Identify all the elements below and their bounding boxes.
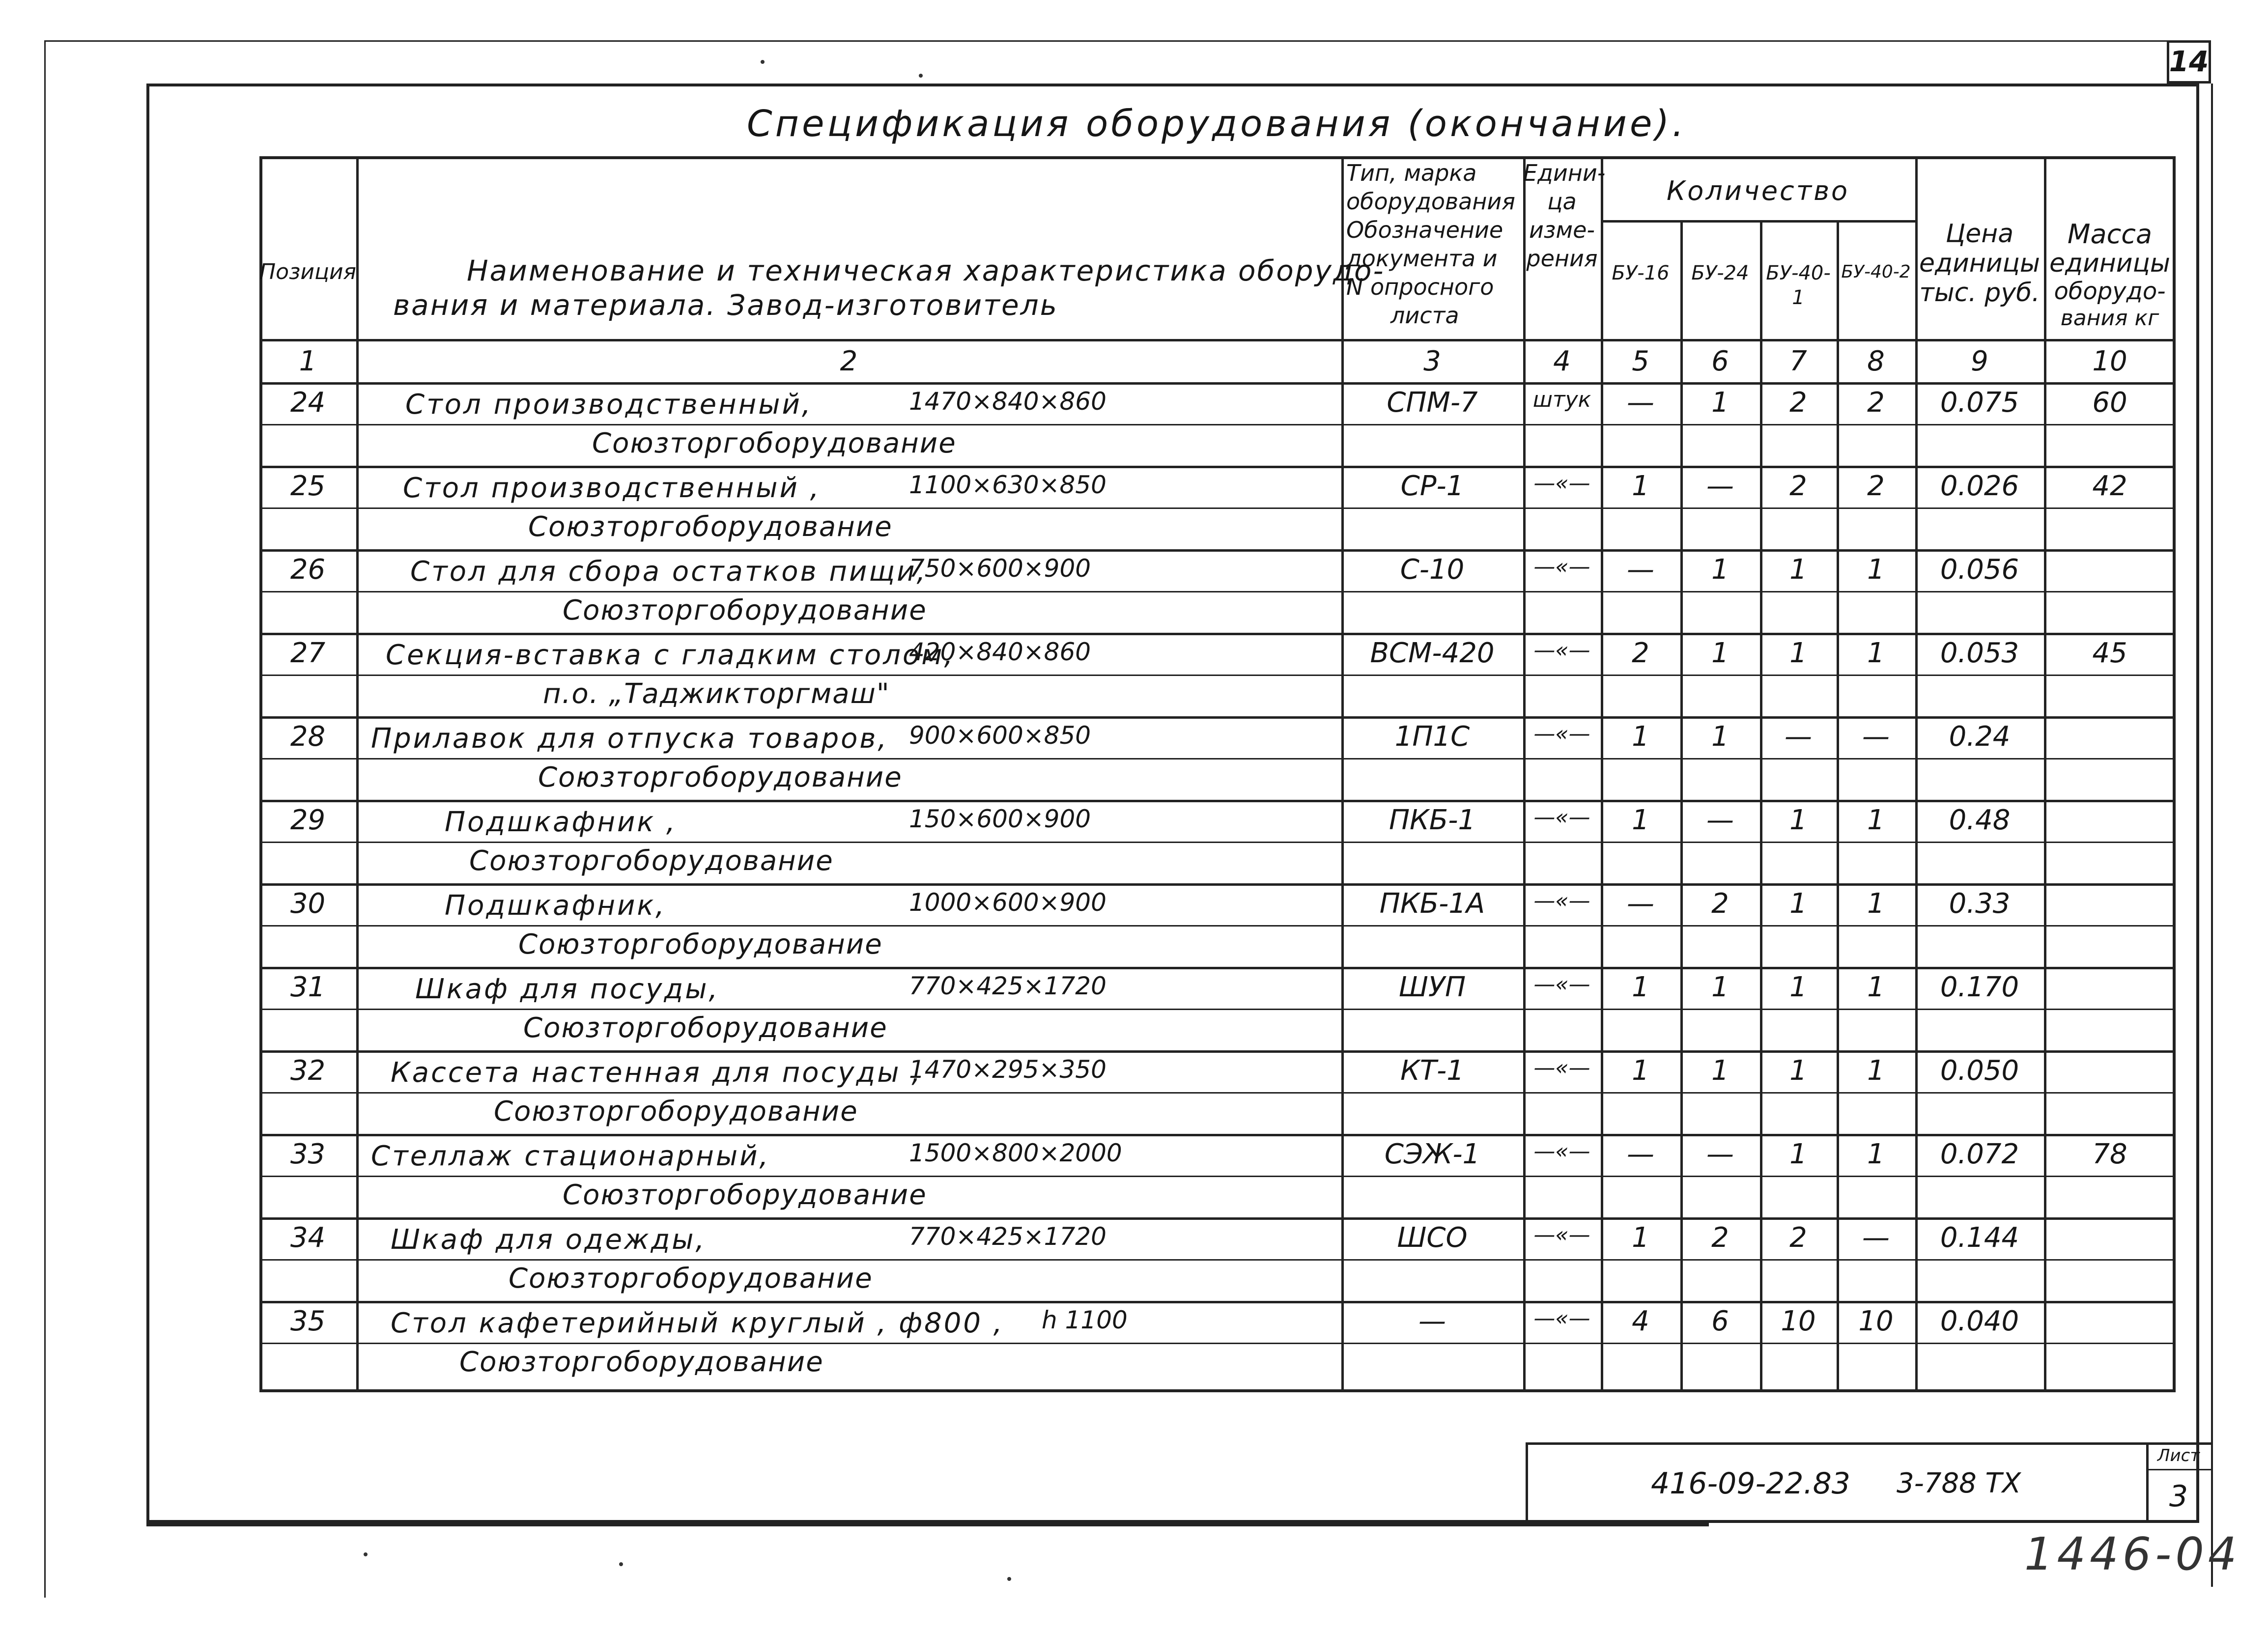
row-q2: 6 <box>1711 1305 1729 1337</box>
row-price: 0.075 <box>1940 387 2019 419</box>
row-midline <box>259 1176 2176 1177</box>
row-q4: 1 <box>1867 1138 1885 1170</box>
title-block-doc: 3-788 ТХ <box>1897 1467 2021 1499</box>
row-q3: 2 <box>1789 387 1807 419</box>
row-q2: 1 <box>1711 637 1729 669</box>
row-type: ПКБ-1 <box>1389 804 1476 836</box>
row-q2: 1 <box>1711 387 1729 419</box>
row-dimensions: 900×600×850 <box>909 721 1091 750</box>
page-left-rule <box>44 40 46 1598</box>
title-block-sheet-split <box>2146 1469 2211 1470</box>
colnum-2: 2 <box>840 345 858 377</box>
row-name: Стол кафетерийный круглый , ф800 , <box>391 1307 1004 1339</box>
row-separator <box>259 967 2176 969</box>
row-separator <box>259 1301 2176 1303</box>
row-unit: —«— <box>1533 1055 1590 1080</box>
row-q4: 10 <box>1858 1305 1894 1337</box>
row-type: 1П1С <box>1394 721 1470 753</box>
row-dimensions: 1500×800×2000 <box>909 1139 1122 1167</box>
colnum-10: 10 <box>2092 345 2127 377</box>
row-type: ПКБ-1А <box>1379 888 1485 920</box>
header-mass-line3: оборудо- <box>2054 278 2166 305</box>
scan-speck <box>1007 1577 1011 1581</box>
row-q1: — <box>1627 387 1654 419</box>
row-q3: 1 <box>1789 804 1807 836</box>
bottom-frame-line <box>146 1523 1709 1526</box>
row-manufacturer: п.о. „Таджикторгмаш" <box>543 678 890 710</box>
row-unit: —«— <box>1533 1139 1590 1164</box>
row-q2: 1 <box>1711 721 1729 753</box>
row-manufacturer: Союзторгоборудование <box>509 1263 873 1294</box>
row-q2: 2 <box>1711 888 1729 920</box>
row-name: Шкаф для посуды, <box>415 973 720 1005</box>
row-manufacturer: Союзторгоборудование <box>469 845 834 877</box>
row-midline <box>259 1343 2176 1344</box>
row-dimensions: 750×600×900 <box>909 554 1091 583</box>
row-type: ШСО <box>1397 1222 1468 1254</box>
row-q2: 2 <box>1711 1222 1729 1254</box>
header-quantity-group: Количество <box>1666 175 1850 206</box>
row-price: 0.056 <box>1940 554 2019 586</box>
row-position: 29 <box>290 804 326 836</box>
row-name: Секция-вставка с гладким столом, <box>386 639 955 671</box>
header-bu16: БУ-16 <box>1612 262 1670 284</box>
row-unit: —«— <box>1533 554 1590 579</box>
row-q3: 1 <box>1789 971 1807 1003</box>
header-position: Позиция <box>259 259 357 284</box>
row-type: — <box>1418 1305 1446 1337</box>
row-dimensions: 420×840×860 <box>909 638 1091 666</box>
row-position: 25 <box>290 470 326 502</box>
row-separator <box>259 1217 2176 1220</box>
header-bottom-line <box>259 339 2176 341</box>
row-q3: 2 <box>1789 1222 1807 1254</box>
col-line-9 <box>2044 156 2046 1392</box>
row-q3: 1 <box>1789 888 1807 920</box>
row-name: Стеллаж стационарный, <box>371 1140 770 1172</box>
row-q2: 1 <box>1711 1055 1729 1087</box>
row-dimensions: 770×425×1720 <box>909 972 1106 1000</box>
archive-stamp-number: 1446-04 <box>2024 1528 2241 1580</box>
header-type-line4: документа и <box>1346 245 1498 272</box>
header-price-line3: тыс. руб. <box>1919 278 2040 308</box>
row-unit: —«— <box>1533 805 1590 830</box>
header-bu40-1: БУ-40- <box>1766 262 1831 284</box>
row-midline <box>259 758 2176 760</box>
colnum-8: 8 <box>1867 345 1885 377</box>
row-separator <box>259 466 2176 468</box>
row-q1: 1 <box>1632 721 1649 753</box>
row-type: СПМ-7 <box>1387 387 1478 419</box>
row-type: СЭЖ-1 <box>1384 1138 1480 1170</box>
header-price-line1: Цена <box>1945 219 2014 249</box>
row-type: ВСМ-420 <box>1370 637 1495 669</box>
row-name: Стол для сбора остатков пищи, <box>410 556 928 588</box>
col-line-1 <box>356 156 359 1392</box>
row-midline <box>259 507 2176 509</box>
row-name: Шкаф для одежды, <box>391 1224 707 1256</box>
colnum-3: 3 <box>1423 345 1441 377</box>
row-price: 0.24 <box>1949 721 2011 753</box>
row-position: 32 <box>290 1055 326 1087</box>
row-name: Подшкафник, <box>445 890 666 922</box>
row-q3: — <box>1785 721 1812 753</box>
row-name: Кассета настенная для посуды , <box>391 1057 923 1089</box>
colnum-5: 5 <box>1632 345 1649 377</box>
row-q4: 2 <box>1867 387 1885 419</box>
colnum-1: 1 <box>299 345 317 377</box>
row-separator <box>259 883 2176 886</box>
row-q4: 2 <box>1867 470 1885 502</box>
row-position: 27 <box>290 637 326 669</box>
row-q3: 1 <box>1789 1055 1807 1087</box>
row-unit: —«— <box>1533 721 1590 746</box>
row-q4: 1 <box>1867 971 1885 1003</box>
row-separator <box>259 549 2176 552</box>
row-manufacturer: Союзторгоборудование <box>563 594 927 626</box>
row-unit: —«— <box>1533 888 1590 913</box>
row-unit: штук <box>1532 387 1591 412</box>
row-mass: 45 <box>2092 637 2127 669</box>
row-unit: —«— <box>1533 972 1590 997</box>
row-q3: 1 <box>1789 1138 1807 1170</box>
row-manufacturer: Союзторгоборудование <box>494 1096 858 1127</box>
row-unit: —«— <box>1533 638 1590 663</box>
row-q1: 1 <box>1632 1222 1649 1254</box>
row-name: Стол производственный , <box>403 472 821 504</box>
header-type-line1: Тип, марка <box>1346 160 1477 186</box>
row-q1: 2 <box>1632 637 1649 669</box>
row-q1: 1 <box>1632 1055 1649 1087</box>
row-mass: 42 <box>2092 470 2127 502</box>
row-price: 0.144 <box>1940 1222 2019 1254</box>
row-q3: 2 <box>1789 470 1807 502</box>
row-type: С-10 <box>1400 554 1465 586</box>
row-q1: — <box>1627 888 1654 920</box>
row-dimensions: 1000×600×900 <box>909 888 1106 917</box>
row-name: Подшкафник , <box>445 806 677 838</box>
row-dimensions: 150×600×900 <box>909 805 1091 833</box>
row-manufacturer: Союзторгоборудование <box>592 427 957 459</box>
row-position: 28 <box>290 721 326 753</box>
quantity-group-line <box>1601 220 1915 223</box>
row-name: Стол производственный, <box>405 389 813 421</box>
row-unit: —«— <box>1533 471 1590 496</box>
header-unit-line4: рения <box>1526 245 1598 272</box>
colnum-4: 4 <box>1553 345 1571 377</box>
row-position: 33 <box>290 1138 326 1170</box>
row-dimensions: 770×425×1720 <box>909 1222 1106 1251</box>
colnum-6: 6 <box>1711 345 1729 377</box>
row-manufacturer: Союзторгоборудование <box>538 761 903 793</box>
col-line-4 <box>1601 156 1603 1392</box>
row-unit: —«— <box>1533 1306 1590 1331</box>
header-mass-line1: Масса <box>2067 219 2153 250</box>
number-row-line <box>259 382 2176 385</box>
header-name-line2: вания и материала. Завод-изготовитель <box>393 288 1058 322</box>
row-position: 30 <box>290 888 326 920</box>
row-type: СР-1 <box>1400 470 1464 502</box>
row-manufacturer: Союзторгоборудование <box>523 1012 888 1044</box>
row-q2: — <box>1706 1138 1734 1170</box>
sheet-number: 14 <box>2169 45 2209 78</box>
row-midline <box>259 675 2176 676</box>
title-block-frame <box>1526 1442 2211 1523</box>
header-unit-line1: Едини- <box>1523 160 1606 186</box>
row-q4: 1 <box>1867 1055 1885 1087</box>
row-q4: — <box>1862 1222 1890 1254</box>
row-position: 24 <box>290 387 326 419</box>
row-midline <box>259 842 2176 843</box>
title-block-sheet-value: 3 <box>2169 1479 2188 1514</box>
header-name-line1: Наименование и техническая характеристика оборудо- <box>467 254 1385 287</box>
row-q1: — <box>1627 1138 1654 1170</box>
row-midline <box>259 1009 2176 1010</box>
row-dimensions: 1470×295×350 <box>909 1055 1106 1084</box>
row-q4: 1 <box>1867 637 1885 669</box>
header-type-line2: оборудования <box>1346 188 1515 215</box>
row-q4: 1 <box>1867 804 1885 836</box>
row-midline <box>259 591 2176 592</box>
row-price: 0.170 <box>1940 971 2019 1003</box>
header-type-line6: листа <box>1390 302 1459 329</box>
header-mass-line2: единицы <box>2049 249 2170 278</box>
row-position: 34 <box>290 1222 326 1254</box>
row-midline <box>259 925 2176 927</box>
row-q3: 1 <box>1789 637 1807 669</box>
row-type: КТ-1 <box>1400 1055 1464 1087</box>
row-price: 0.050 <box>1940 1055 2019 1087</box>
row-mass: 60 <box>2092 387 2127 419</box>
title-block-sheet-label: Лист <box>2157 1446 2200 1465</box>
row-q1: 1 <box>1632 804 1649 836</box>
row-q2: — <box>1706 804 1734 836</box>
row-separator <box>259 633 2176 635</box>
row-dimensions: 1470×840×860 <box>909 387 1106 416</box>
row-mass: 78 <box>2092 1138 2127 1170</box>
row-q1: 1 <box>1632 971 1649 1003</box>
header-mass-line4: вания кг <box>2060 306 2159 331</box>
colnum-9: 9 <box>1971 345 1988 377</box>
row-midline <box>259 424 2176 425</box>
row-name: Прилавок для отпуска товаров, <box>371 723 889 755</box>
scan-speck <box>619 1562 623 1566</box>
row-unit: —«— <box>1533 1222 1590 1247</box>
row-midline <box>259 1259 2176 1261</box>
scan-speck <box>761 60 765 64</box>
row-q2: 1 <box>1711 554 1729 586</box>
row-manufacturer: Союзторгоборудование <box>518 929 883 960</box>
row-price: 0.072 <box>1940 1138 2019 1170</box>
header-type-line5: N опросного <box>1346 274 1494 300</box>
page-title: Спецификация оборудования (окончание). <box>747 103 1687 145</box>
row-position: 26 <box>290 554 326 586</box>
row-separator <box>259 800 2176 802</box>
header-bu40-2: БУ-40-2 <box>1841 262 1911 282</box>
header-bu24: БУ-24 <box>1691 262 1749 284</box>
row-q4: 1 <box>1867 554 1885 586</box>
row-q4: 1 <box>1867 888 1885 920</box>
header-unit-line2: ца <box>1547 188 1577 215</box>
row-price: 0.053 <box>1940 637 2019 669</box>
row-q3: 1 <box>1789 554 1807 586</box>
header-type-line3: Обозначение <box>1346 217 1503 243</box>
row-q1: — <box>1627 554 1654 586</box>
col-line-2 <box>1341 156 1344 1392</box>
header-bu40-1-suffix: 1 <box>1792 286 1805 309</box>
row-manufacturer: Союзторгоборудование <box>563 1179 927 1211</box>
header-unit-line3: изме- <box>1529 217 1595 243</box>
title-block-code: 416-09-22.83 <box>1651 1466 1850 1501</box>
row-q1: 1 <box>1632 470 1649 502</box>
row-q1: 4 <box>1632 1305 1649 1337</box>
row-price: 0.33 <box>1949 888 2011 920</box>
row-dimensions: 1100×630×850 <box>909 471 1106 499</box>
row-q3: 10 <box>1781 1305 1816 1337</box>
row-separator <box>259 1050 2176 1053</box>
row-midline <box>259 1092 2176 1094</box>
col-line-3 <box>1523 156 1526 1392</box>
page-top-rule <box>44 40 2206 42</box>
header-price-line2: единицы <box>1919 249 2040 278</box>
row-price: 0.040 <box>1940 1305 2019 1337</box>
scan-speck <box>919 74 923 78</box>
row-position: 31 <box>290 971 326 1003</box>
row-q4: — <box>1862 721 1890 753</box>
row-separator <box>259 1134 2176 1136</box>
row-manufacturer: Союзторгоборудование <box>528 511 893 543</box>
row-type: ШУП <box>1398 971 1466 1003</box>
row-separator <box>259 716 2176 719</box>
col-line-8 <box>1915 156 1918 1392</box>
scan-speck <box>364 1552 368 1556</box>
row-q2: 1 <box>1711 971 1729 1003</box>
row-position: 35 <box>290 1305 326 1337</box>
frame-right-double-line <box>2211 84 2213 1587</box>
row-dimensions: h 1100 <box>1042 1306 1128 1334</box>
colnum-7: 7 <box>1789 345 1807 377</box>
row-manufacturer: Союзторгоборудование <box>459 1346 824 1378</box>
row-price: 0.026 <box>1940 470 2019 502</box>
row-q2: — <box>1706 470 1734 502</box>
row-price: 0.48 <box>1949 804 2011 836</box>
